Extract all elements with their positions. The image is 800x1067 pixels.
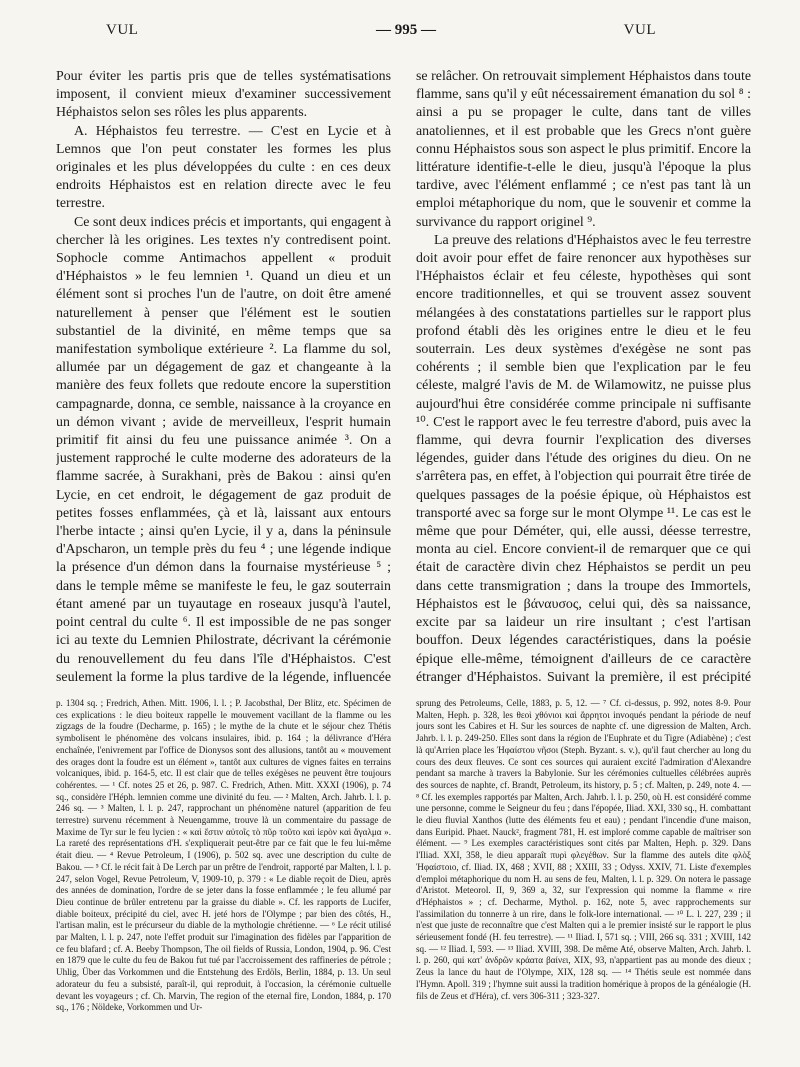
paragraph: Ce sont deux indices précis et importants, qui engagent à chercher là les origines. Les textes n'y contredisent point. Sophocle comme Antimachos appellent « produit d'Héphaistos » le feu lemnien ¹. Quand un dieu et un élément sont si proches l'un de l'autre, on doit être amené naturellement à penser que l'élément est le soutien substantiel de la divinité, en même temps que sa manifestation symbolique extérieure ². La flamme du sol, allumée par un dégagement de gaz et changeante à la manière des feux follets que redoute encore la superstition campagnarde, donna, ce semble, naissance à la croyance en un démon vivant ; avide de merveilleux, l'esprit humain primitif fit ainsi du feu une puissance animée ³. On a justement rapproché le culte moderne des adorateurs de la flamme sacrée, à Surakhani, près de Bakou : ainsi qu'en Lycie, en cet endroit, le dégagement de gaz produit de petites fosses enflammées, çà et là, laissant aux entours l'herbe intacte ; ainsi qu'en Lycie, il y a, dans la péninsule d'Apscharon, un temple près du feu ⁴ ; une légende indique la présence d'un démon dans la fournaise mystérieuse ⁵ ; dans le temple même se manifeste le feu, le gaz souterrain étant amené par un tuyautage en roseaux jusqu'à l'autel, point central du culte ⁶. Il est impossible de ne pas songer ici au texte du Lemnien Philostrate, décrivant la cérémonie du renouvellement du feu dans l'île d'Héphaistos. C'est seulement la forme la plus tardive de la légende, influencée bbox=[56, 214, 391, 685]
paragraph: Pour éviter les partis pris que de telles systématisations imposent, il convient mieux d'examiner successivement Héphaistos selon ses rôles les plus apparents. bbox=[56, 69, 391, 121]
main-column-left bbox=[56, 68, 391, 686]
footnote-text: p. 1304 sq. ; Fredrich, Athen. Mitt. 1906, l. l. ; P. Jacobsthal, Der Blitz, etc. Spécimen de ces explications : le dieu boiteux rappelle le mouvement vacillant de la flamme ou les zigzags de la foudre (Decharme, p. 165) ; le mythe de la chute et le séjour chez Thétis symbolisent le phénomène des volcans insulaires, ibid. p. 164 ; la délivrance d'Héra enchaînée, l'enivrement par l'office de Dionysos sont des allusions, tantôt au « mouvement des orages dont la foudre est un élément », tantôt aux cultures de vignes faites en terrains volcaniques, ibid. p. 164-5, etc. Il est clair que de telles exégèses ne peuvent être toujours cohérentes. — ¹ Cf. notes 25 et 26, p. 987. C. Fredrich, Athen. Mitt. XXXI (1906), p. 74 sq., considère l'Héph. lemnien comme une divinité du feu. — ² Malten, Arch. Jahrb. l. l. p. 246 sq. — ³ Malten, l. l. p. 247, rapprochant un phénomène naturel (apparition de feu terrestre) survenu récemment à Neuengamme, trouve là un commentaire du passage de Maxime de Tyr sur le feu lycien : « καὶ ἔστιν αὐτοῖς τὸ πῦρ τοῦτο καὶ ἱερὸν καὶ ἄγαλμα ». La rareté des représentations d'H. s'expliquerait peut-être par ce fait que le feu lui-même était dieu. — ⁴ Revue Petroleum, I (1906), p. 502 sq. avec une description du culte de Bakou. — ⁵ Cf. le récit fait à De Lerch par un prêtre de l'endroit, rapporté par Malten, l. l. p. 247, selon Vogel, Revue Petroleum, V, 1909-10, p. 379 : « Le diable reçoit de Dieu, après des années de domination, l'ordre de se jeter dans la fosse enflammée ; le feu allumé par Dieu continue de brûler entretenu par la graisse du diable ». Cf. les rapports de Lucifer, diable boiteux, précipité du ciel, avec H. jeté hors de l'Olympe ; par bien des côtés, H., l'artisan malin, est le précurseur du diable de la mythologie chrétienne. — ⁶ Le récit utilisé par Malten, l. l. p. 247, note l'effet produit sur l'imagination des fidèles par l'apparition de ce feu blafard ; cf. A. Beeby Thompson, The oil fields of Russia, London, 1904, p. 96. C'est en 1879 que le culte du feu de Bakou fut tué par l'accroissement des raffineries de pétrole ; Uhlig, Über das Vorkommen und die Entstehung des Erdöls, Berlin, 1884, p. 13. Un seul adorateur du feu a subsisté, paraît-il, qui reproduit, à l'occasion, la cérémonie cultuelle devant les voyageurs ; cf. Ch. Marvin, The region of the eternal fire, London, 1884, p. 170 sq., 176 ; Nöldeke, Vorkommen und Ur- bbox=[56, 698, 391, 1013]
header-left-word: VUL bbox=[106, 22, 139, 38]
paragraph: A. Héphaistos feu terrestre. — C'est en Lycie et à Lemnos que l'on peut constater les formes les plus originales et les plus développées du culte : en ces deux endroits Héphaistos est en relation directe avec le feu terrestre. bbox=[56, 123, 391, 212]
footnotes-column-right bbox=[416, 698, 751, 1038]
paragraph: se relâcher. On retrouvait simplement Héphaistos dans toute flamme, sans qu'il y eût nécessairement émanation du sol ⁸ : ainsi a pu se propager le culte, dans tant de villes anatoliennes, et il est probable que les Grecs n'ont guère connu Héphaistos sous son aspect le plus primitif. Encore la littérature identifie-t-elle le dieu, jusqu'à l'époque la plus tardive, avec l'élément enflammé ; ce n'est pas tant là un emploi métaphorique du nom, que le souvenir et comme la survivance du rapport originel ⁹. bbox=[416, 69, 751, 230]
main-text bbox=[56, 68, 760, 686]
header-right-word: VUL bbox=[623, 22, 656, 38]
running-header bbox=[56, 22, 756, 50]
footnotes-column-left bbox=[56, 698, 391, 1038]
page-number: — 995 — bbox=[376, 22, 436, 38]
paragraph: La preuve des relations d'Héphaistos avec le feu terrestre doit avoir pour effet de faire renoncer aux hypothèses sur l'Héphaistos éclair et feu céleste, hypothèses qui sont encore traditionnelles, et qui se trouvent assez souvent mélangées à des constatations partielles sur le rapport plus profond établi dès les origines entre le dieu et le feu souterrain. Les deux systèmes d'exégèse ne sont pas cohérents ; il semble bien que l'explication par le feu céleste, malgré l'avis de M. de Wilamowitz, ne puisse plus aujourd'hui être considérée comme principale ni suffisante ¹⁰. C'est le rapport avec le feu terrestre d'abord, puis avec la flamme, qui devra fournir l'explication des diverses légendes, guider dans l'étude des origines du dieu. On ne s'arrêtera pas, en effet, à l'objection qui pourrait être tirée de quelques passages de la poésie épique, où Héphaistos est transporté avec sa forge sur le mont Olympe ¹¹. Le cas est le même que pour Déméter, qui, elle aussi, déesse terrestre, monta au ciel. Encore convient-il de remarquer que ce qui était de caractère divin chez Héphaistos se perdit un peu dans cette transmigration ; dans la troupe des Immortels, Héphaistos est le βάναυσος, celui qui, dès sa naissance, excite par sa laideur un rire insultant ; c'est l'artisan bouffon. Deux légendes caractéristiques, dans la poésie épique elle-même, témoignent d'ailleurs de ce caractère étranger d'Héphaistos. Suivant la première, il est précipité bbox=[416, 232, 751, 685]
footnote-text: sprung des Petroleums, Celle, 1883, p. 5, 12. — ⁷ Cf. ci-dessus, p. 992, notes 8-9. Pour Malten, Heph. p. 328, les θεοὶ χθόνιοι καὶ ἄρρητοι invoqués pendant la période de neuf jours sont les Cabires et H. Sur les sources de naphte cf. une digression de Malten, Arch. Jahrb. l. l. p. 249-250. Elles sont dans la région de l'Euphrate et du Tigre (Adiabène) ; c'est là qu'Arrien place les Ἡφαίστου νῆσοι (Steph. Byzant. s. v.), qu'il faut chercher au long du cours des deux fleuves. Ce sont ces sources qui auraient excité l'admiration d'Alexandre pendant sa marche à travers la Babylonie. Sur les cérémonies cultuelles célébrées auprès des sources de naphte, cf. Brandt, Petroleum, its history, p. 5 ; cf. Malten, p. 249, note 4. — ⁸ Cf. les exemples rapportés par Malten, Arch. Jahrb. l. l. p. 250, où H. est considéré comme une personne, comme le Seigneur du feu ; dans l'épopée, Iliad. XXI, 330 sq., H. combattant le dieu fluvial Xanthos (lutte des éléments feu et eau) ; pendant l'incendie d'une maison, dans Euripid. Phaet. Nauck², fragment 781, H. est imploré comme capable de maîtriser son élément. — ⁹ Les exemples caractéristiques sont cités par Malten, Heph. p. 329. Dans l'Iliad. XXI, 358, le dieu apparaît πυρὶ φλεγέθων. Sur la flamme des autels dite φλὸξ Ἡφαίστοιο, cf. Iliad. IX, 468 ; XVII, 88 ; XXIII, 33 ; Odyss. XXIV, 71. Liste d'exemples d'emploi métaphorique du nom H. au sens de feu, Malten, l. l. p. 329. On notera le passage d'Aristot. Meteorol. II, 9, 369 a, 32, sur l'expression qui nomme la flamme « rire d'Héphaistos » ; cf. Decharme, Mythol. p. 162, note 5, avec rapprochements sur l'assimilation du tonnerre à un rire, dans le folk-lore international. — ¹⁰ L. l. 227, 239 ; il n'est que juste de reconnaître que c'est Malten qui a le premier insisté sur le rapport le plus sérieusement fondé (H. feu terrestre). — ¹¹ Iliad. I, 571 sq. ; VIII, 266 sq. 331 ; XVIII, 142 sq. — ¹² Iliad. I, 593. — ¹³ Iliad. XVIII, 398. De même Até, observe Malten, Arch. Jahrb. l. l. p. 260, qui κατ' ἀνδρῶν κράατα βαίνει, XIX, 93, n'appartient pas au monde des dieux ; Zeus la lance du haut de l'Olympe, XIX, 128 sq. — ¹⁴ Thétis seule est nommée dans l'Hymn. Apoll. 319 ; l'hymne suit aussi la tradition homérique à propos de la généalogie (H. fils de Zeus et d'Héra), cf. vers 306-311 ; 323-327. bbox=[416, 698, 751, 1001]
main-column-right bbox=[416, 68, 751, 686]
footnotes bbox=[56, 698, 760, 1038]
